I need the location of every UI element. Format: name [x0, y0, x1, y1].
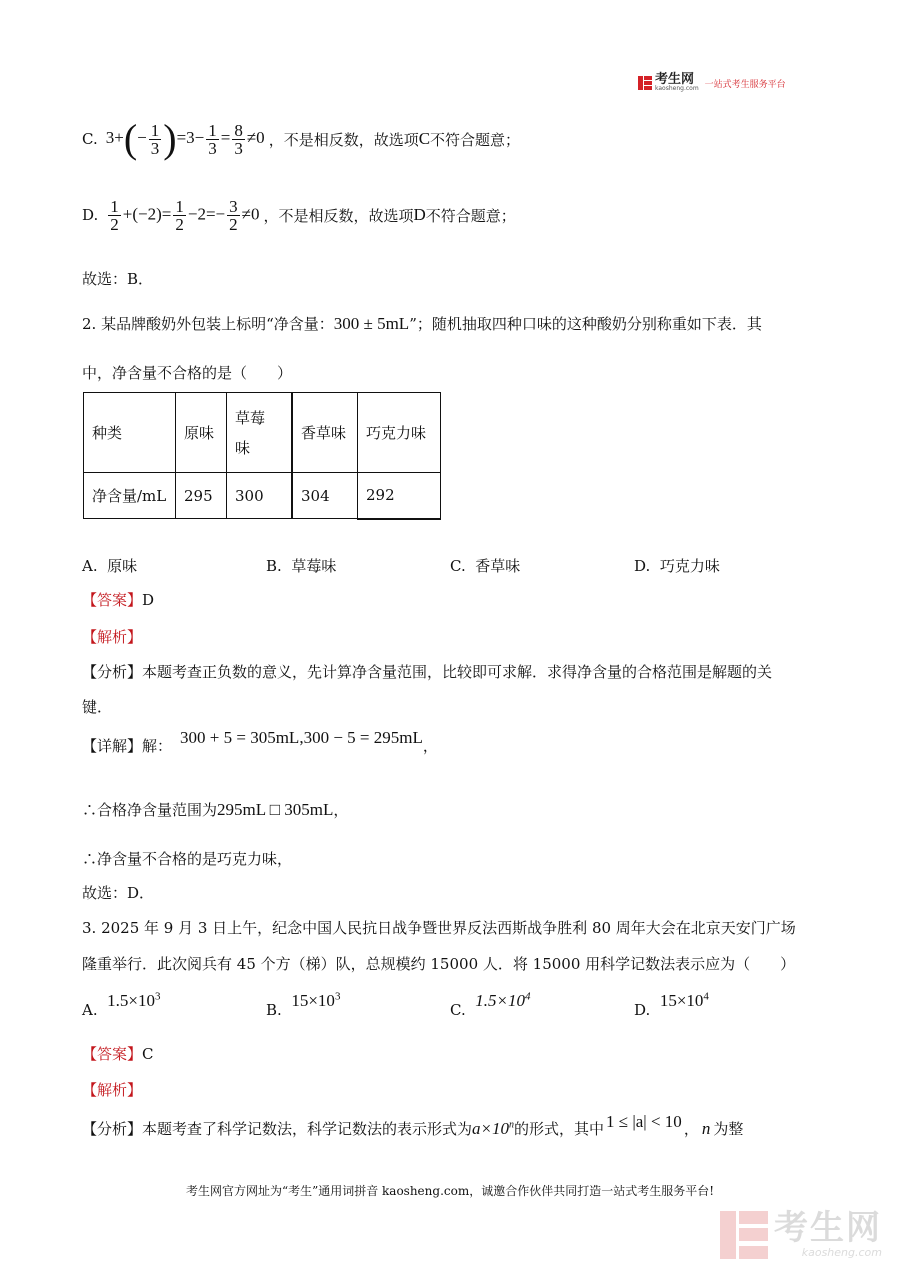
q2-option-c	[450, 555, 520, 576]
q1-choose: 故选：B．	[82, 270, 154, 288]
answer-value: C	[142, 1045, 154, 1063]
watermark-main: 考生网	[774, 1208, 882, 1248]
q1-d-letter: D	[413, 205, 426, 224]
q2-fenxi-line2: 键．	[82, 698, 113, 716]
math-exp: n	[509, 1118, 515, 1130]
math-base: 15×10	[659, 990, 704, 1010]
q1-d-end: 不符合题意；	[425, 206, 516, 225]
q1-c-letter: C	[418, 129, 431, 148]
option-text: 原味	[107, 557, 138, 575]
logo-mark-icon	[638, 76, 652, 90]
table-header-flavor-3: 香草味	[292, 393, 358, 473]
table-value-4: 292	[358, 473, 441, 519]
flavor-2-line1: 草莓	[235, 408, 266, 427]
q3-stem-line2: 隆重举行．此次阅兵有 45 个方（梯）队，总规模约 15000 人．将 15000 用科学记数法表示应为（ ）	[82, 955, 796, 973]
q1-option-d	[82, 180, 516, 250]
page-footer: 考生网官方网址为“考生”通用词拼音 kaosheng.com，诚邀合作伙伴共同打造一站式考生服务平台!	[185, 1184, 715, 1198]
q1-d-expression: $\frac{1}{2}$ +(−2)= $\frac{1}{2}$ −2=− $\frac{3}{2}$ ≠0	[110, 196, 260, 234]
detail-tag: 【详解】	[82, 737, 143, 755]
q2-stem-line2: 中，净含量不合格的是（ ）	[82, 364, 293, 382]
q2-option-d	[634, 555, 720, 576]
logo-main-text: 考生网	[655, 72, 695, 87]
q1-c-expression: 3+(− $\frac{1}{3}$ )=3− $\frac{1}{3}$ = $\frac{8}{3}$ ≠0	[105, 116, 265, 161]
option-label: B.	[266, 1000, 282, 1019]
math-base: 1.5×10	[107, 990, 155, 1010]
table-row	[84, 393, 441, 473]
math-exp: 3	[155, 990, 161, 1002]
q2-stem-line1	[82, 313, 762, 334]
q3-option-b	[266, 990, 341, 1019]
q1-option-c	[82, 104, 520, 174]
watermark-mark-icon	[720, 1211, 768, 1259]
logo-slogan: 一站式考生服务平台	[704, 79, 786, 90]
answer-tag: 【答案】	[82, 1045, 143, 1063]
q2-fenxi-line1	[82, 661, 772, 682]
q3-stem-line1: 3. 2025 年 9 月 3 日上午，纪念中国人民抗日战争暨世界反法西斯战争胜利 80 周年大会在北京天安门广场	[82, 919, 796, 937]
q2-range-line	[82, 799, 348, 820]
detail-math: 300 + 5 = 305mL,300 − 5 = 295mL	[180, 727, 423, 747]
option-math	[107, 991, 160, 1010]
option-label: D.	[634, 1000, 651, 1019]
q3-option-a	[82, 990, 161, 1019]
fenxi-math2: 1 ≤ |a| < 10	[606, 1111, 682, 1131]
fenxi-math1	[472, 1119, 514, 1139]
q3-option-c	[450, 990, 531, 1019]
q2-option-a	[82, 555, 137, 576]
table-value-3: 304	[292, 473, 358, 519]
watermark-sub: kaosheng.com	[801, 1246, 882, 1259]
fenxi-text: 本题考查正负数的意义，先计算净含量范围，比较即可求解．求得净含量的合格范围是解题的关	[142, 663, 773, 681]
option-math	[475, 991, 530, 1010]
q1-c-label: C.	[82, 130, 98, 148]
option-text: 巧克力味	[659, 557, 720, 575]
option-label: A.	[82, 1000, 98, 1019]
q3-analysis-tag: 【解析】	[82, 1081, 143, 1099]
q1-d-label: D.	[82, 206, 99, 224]
q2-choose: 故选：D．	[82, 884, 155, 902]
watermark-logo	[720, 1210, 882, 1259]
fenxi-text-c: ，	[683, 1120, 699, 1138]
option-math	[291, 991, 340, 1010]
header-logo	[638, 72, 786, 94]
q1-d-text: ，不是相反数，故选项	[263, 206, 414, 225]
table-row-label: 净含量/mL	[84, 473, 176, 519]
option-math	[660, 991, 709, 1010]
fenxi-tag: 【分析】	[82, 1120, 143, 1138]
math-exp: 3	[334, 990, 341, 1002]
q2-stem1-b: ”；随机抽取四种口味的这种酸奶分别称重如下表．其	[409, 315, 762, 333]
q3-answer	[82, 1043, 154, 1064]
range-math: 295mL □ 305mL	[217, 800, 334, 819]
fenxi-text-b: 的形式，其中	[514, 1120, 605, 1138]
logo-sub-text: kaosheng.com	[655, 85, 699, 92]
option-label: B.	[266, 557, 282, 575]
option-text: 草莓味	[291, 557, 337, 575]
table-row	[84, 473, 441, 519]
fenxi-text-d: 为整	[713, 1120, 744, 1138]
q2-result-line: ∴净含量不合格的是巧克力味，	[82, 850, 293, 868]
fenxi-tag: 【分析】	[82, 663, 143, 681]
q2-answer	[82, 589, 154, 610]
table-header-flavor-4: 巧克力味	[358, 393, 441, 473]
option-label: D.	[634, 557, 651, 575]
q1-c-end: 不符合题意；	[430, 130, 521, 149]
q1-c-text: ，不是相反数，故选项	[268, 130, 419, 149]
table-value-1: 295	[176, 473, 227, 519]
q3-option-d	[634, 990, 709, 1019]
math-base: a×10	[472, 1118, 510, 1138]
table-header-label: 种类	[84, 393, 176, 473]
fenxi-text-a: 本题考查了科学记数法，科学记数法的表示形式为	[142, 1120, 473, 1138]
q2-option-b	[266, 555, 336, 576]
q2-stem1-math: 300 ± 5mL	[333, 314, 410, 333]
math-base: 15×10	[291, 990, 335, 1010]
flavor-2-line2: 味	[235, 438, 251, 457]
answer-value: D	[142, 591, 155, 609]
range-text: ∴合格净含量范围为	[82, 801, 218, 819]
math-base: 1.5×10	[475, 990, 525, 1010]
range-end: ，	[333, 801, 349, 819]
math-exp: 4	[525, 990, 531, 1002]
detail-text: 解：	[142, 737, 173, 755]
option-label: C.	[450, 1000, 466, 1019]
answer-tag: 【答案】	[82, 591, 143, 609]
q2-analysis-tag: 【解析】	[82, 628, 143, 646]
q2-table	[83, 392, 441, 520]
detail-comma: ，	[422, 737, 438, 755]
fenxi-n: n	[701, 1118, 711, 1138]
q3-fenxi-line	[82, 1111, 744, 1139]
math-exp: 4	[703, 990, 709, 1002]
option-text: 香草味	[475, 557, 521, 575]
q2-stem1-a: 2. 某品牌酸奶外包装上标明“净含量：	[82, 315, 334, 333]
table-value-2: 300	[227, 473, 293, 519]
table-header-flavor-2	[227, 393, 293, 473]
option-label: C.	[450, 557, 466, 575]
option-label: A.	[82, 557, 98, 575]
q2-detail	[82, 727, 438, 756]
table-header-flavor-1: 原味	[176, 393, 227, 473]
